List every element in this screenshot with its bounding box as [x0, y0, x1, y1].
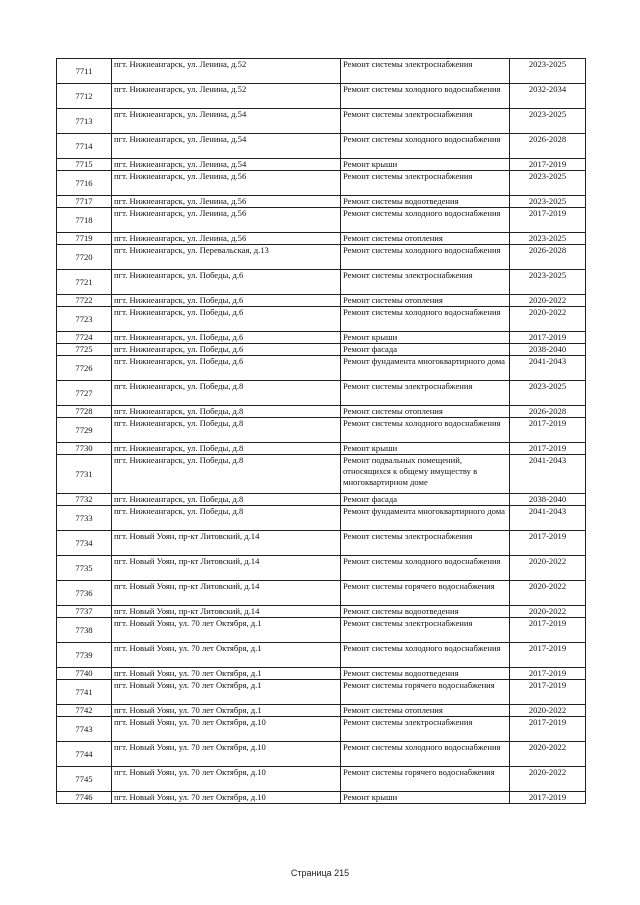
- page-number: Страница 215: [290, 868, 350, 878]
- row-period: 2041-2043: [510, 356, 586, 381]
- row-number: 7712: [57, 84, 112, 109]
- row-address: пгт. Новый Уоян, пр-кт Литовский, д.14: [112, 531, 341, 556]
- row-work: Ремонт фасада: [341, 344, 510, 356]
- row-number: 7724: [57, 332, 112, 344]
- row-address: пгт. Нижнеангарск, ул. Победы, д.8: [112, 418, 341, 443]
- row-period: 2023-2025: [510, 109, 586, 134]
- table-row: [57, 643, 586, 668]
- row-address: пгт. Нижнеангарск, ул. Победы, д.6: [112, 356, 341, 381]
- row-period: 2023-2025: [510, 59, 586, 84]
- row-work: Ремонт крыши: [341, 443, 510, 455]
- row-number: 7736: [57, 581, 112, 606]
- row-work: Ремонт системы холодного водоснабжения: [341, 134, 510, 159]
- row-period: 2023-2025: [510, 270, 586, 295]
- row-number: 7714: [57, 134, 112, 159]
- row-period: 2038-2040: [510, 494, 586, 506]
- row-address: пгт. Нижнеангарск, ул. Ленина, д.56: [112, 171, 341, 196]
- table-row: [57, 59, 586, 84]
- row-number: 7722: [57, 295, 112, 307]
- row-work: Ремонт системы электроснабжения: [341, 531, 510, 556]
- row-work: Ремонт фундамента многоквартирного дома: [341, 506, 510, 531]
- table-row: [57, 233, 586, 245]
- row-address: пгт. Нижнеангарск, ул. Победы, д.8: [112, 443, 341, 455]
- row-work: Ремонт системы холодного водоснабжения: [341, 742, 510, 767]
- table-row: [57, 443, 586, 455]
- row-number: 7741: [57, 680, 112, 705]
- row-period: 2017-2019: [510, 668, 586, 680]
- row-period: 2017-2019: [510, 332, 586, 344]
- row-period: 2017-2019: [510, 643, 586, 668]
- row-period: 2020-2022: [510, 705, 586, 717]
- row-number: 7717: [57, 196, 112, 208]
- row-period: 2017-2019: [510, 208, 586, 233]
- row-work: Ремонт системы горячего водоснабжения: [341, 581, 510, 606]
- table-row: [57, 494, 586, 506]
- row-number: 7727: [57, 381, 112, 406]
- table-row: [57, 344, 586, 356]
- row-work: Ремонт системы холодного водоснабжения: [341, 208, 510, 233]
- row-number: 7745: [57, 767, 112, 792]
- row-address: пгт. Нижнеангарск, ул. Ленина, д.52: [112, 59, 341, 84]
- row-number: 7726: [57, 356, 112, 381]
- row-number: 7730: [57, 443, 112, 455]
- table-row: [57, 245, 586, 270]
- table-row: [57, 270, 586, 295]
- row-number: 7716: [57, 171, 112, 196]
- row-work: Ремонт системы отопления: [341, 705, 510, 717]
- row-period: 2017-2019: [510, 717, 586, 742]
- row-address: пгт. Новый Уоян, ул. 70 лет Октября, д.1: [112, 668, 341, 680]
- row-address: пгт. Новый Уоян, ул. 70 лет Октября, д.10: [112, 717, 341, 742]
- row-address: пгт. Нижнеангарск, ул. Победы, д.8: [112, 381, 341, 406]
- row-address: пгт. Новый Уоян, ул. 70 лет Октября, д.1: [112, 618, 341, 643]
- row-work: Ремонт системы водоотведения: [341, 606, 510, 618]
- row-period: 2026-2028: [510, 245, 586, 270]
- row-period: 2020-2022: [510, 742, 586, 767]
- row-work: Ремонт системы холодного водоснабжения: [341, 418, 510, 443]
- row-period: 2017-2019: [510, 792, 586, 804]
- row-number: 7718: [57, 208, 112, 233]
- row-address: пгт. Нижнеангарск, ул. Победы, д.6: [112, 332, 341, 344]
- row-period: 2017-2019: [510, 531, 586, 556]
- table-row: [57, 668, 586, 680]
- row-number: 7713: [57, 109, 112, 134]
- row-number: 7739: [57, 643, 112, 668]
- row-number: 7721: [57, 270, 112, 295]
- row-work: Ремонт системы горячего водоснабжения: [341, 767, 510, 792]
- row-number: 7729: [57, 418, 112, 443]
- row-number: 7732: [57, 494, 112, 506]
- table-row: [57, 381, 586, 406]
- row-address: пгт. Новый Уоян, ул. 70 лет Октября, д.10: [112, 792, 341, 804]
- row-address: пгт. Новый Уоян, ул. 70 лет Октября, д.1: [112, 680, 341, 705]
- table-row: [57, 307, 586, 332]
- row-period: 2017-2019: [510, 418, 586, 443]
- works-table: [56, 58, 586, 804]
- table-row: [57, 208, 586, 233]
- row-number: 7740: [57, 668, 112, 680]
- row-address: пгт. Новый Уоян, пр-кт Литовский, д.14: [112, 606, 341, 618]
- row-period: 2038-2040: [510, 344, 586, 356]
- row-work: Ремонт системы электроснабжения: [341, 270, 510, 295]
- row-address: пгт. Нижнеангарск, ул. Победы, д.6: [112, 344, 341, 356]
- row-work: Ремонт фундамента многоквартирного дома: [341, 356, 510, 381]
- table-row: [57, 767, 586, 792]
- row-address: пгт. Нижнеангарск, ул. Победы, д.8: [112, 494, 341, 506]
- row-work: Ремонт крыши: [341, 332, 510, 344]
- table-row: [57, 618, 586, 643]
- row-period: 2023-2025: [510, 381, 586, 406]
- row-period: 2020-2022: [510, 295, 586, 307]
- row-work: Ремонт крыши: [341, 159, 510, 171]
- row-address: пгт. Нижнеангарск, ул. Ленина, д.54: [112, 159, 341, 171]
- row-period: 2020-2022: [510, 307, 586, 332]
- table-row: [57, 581, 586, 606]
- row-address: пгт. Нижнеангарск, ул. Ленина, д.54: [112, 134, 341, 159]
- row-address: пгт. Нижнеангарск, ул. Ленина, д.56: [112, 208, 341, 233]
- row-work: Ремонт системы отопления: [341, 233, 510, 245]
- row-work: Ремонт системы электроснабжения: [341, 618, 510, 643]
- table-row: [57, 84, 586, 109]
- row-work: Ремонт системы отопления: [341, 406, 510, 418]
- row-period: 2041-2043: [510, 506, 586, 531]
- row-work: Ремонт системы холодного водоснабжения: [341, 643, 510, 668]
- row-address: пгт. Нижнеангарск, ул. Победы, д.6: [112, 295, 341, 307]
- row-address: пгт. Новый Уоян, ул. 70 лет Октября, д.10: [112, 767, 341, 792]
- row-period: 2017-2019: [510, 680, 586, 705]
- table-row: [57, 171, 586, 196]
- table-row: [57, 606, 586, 618]
- row-address: пгт. Нижнеангарск, ул. Победы, д.6: [112, 307, 341, 332]
- row-address: пгт. Новый Уоян, пр-кт Литовский, д.14: [112, 556, 341, 581]
- row-number: 7715: [57, 159, 112, 171]
- row-period: 2023-2025: [510, 196, 586, 208]
- row-address: пгт. Новый Уоян, ул. 70 лет Октября, д.1: [112, 643, 341, 668]
- row-address: пгт. Нижнеангарск, ул. Ленина, д.56: [112, 233, 341, 245]
- table-row: [57, 792, 586, 804]
- row-address: пгт. Нижнеангарск, ул. Перевальская, д.13: [112, 245, 341, 270]
- row-period: 2020-2022: [510, 556, 586, 581]
- row-number: 7731: [57, 455, 112, 494]
- row-number: 7743: [57, 717, 112, 742]
- row-work: Ремонт подвальных помещений, относящихся к общему имуществу в многоквартирном доме: [341, 455, 510, 494]
- row-number: 7711: [57, 59, 112, 84]
- row-work: Ремонт системы холодного водоснабжения: [341, 307, 510, 332]
- table-row: [57, 680, 586, 705]
- row-period: 2032-2034: [510, 84, 586, 109]
- table-row: [57, 742, 586, 767]
- row-work: Ремонт системы отопления: [341, 295, 510, 307]
- table-row: [57, 418, 586, 443]
- row-period: 2020-2022: [510, 581, 586, 606]
- table-row: [57, 506, 586, 531]
- row-work: Ремонт системы электроснабжения: [341, 717, 510, 742]
- row-number: 7728: [57, 406, 112, 418]
- table-row: [57, 705, 586, 717]
- table-row: [57, 556, 586, 581]
- table-row: [57, 159, 586, 171]
- row-work: Ремонт системы электроснабжения: [341, 171, 510, 196]
- row-address: пгт. Нижнеангарск, ул. Ленина, д.54: [112, 109, 341, 134]
- row-number: 7734: [57, 531, 112, 556]
- row-period: 2026-2028: [510, 406, 586, 418]
- table-row: [57, 356, 586, 381]
- row-work: Ремонт системы горячего водоснабжения: [341, 680, 510, 705]
- table-row: [57, 295, 586, 307]
- row-period: 2023-2025: [510, 233, 586, 245]
- table-row: [57, 406, 586, 418]
- row-work: Ремонт системы водоотведения: [341, 196, 510, 208]
- table-row: [57, 134, 586, 159]
- row-number: 7733: [57, 506, 112, 531]
- row-address: пгт. Новый Уоян, ул. 70 лет Октября, д.10: [112, 742, 341, 767]
- row-number: 7742: [57, 705, 112, 717]
- row-period: 2023-2025: [510, 171, 586, 196]
- row-period: 2017-2019: [510, 443, 586, 455]
- table-row: [57, 455, 586, 494]
- row-period: 2026-2028: [510, 134, 586, 159]
- table-row: [57, 531, 586, 556]
- row-address: пгт. Нижнеангарск, ул. Победы, д.8: [112, 406, 341, 418]
- row-period: 2041-2043: [510, 455, 586, 494]
- row-period: 2020-2022: [510, 606, 586, 618]
- row-work: Ремонт системы холодного водоснабжения: [341, 84, 510, 109]
- row-work: Ремонт системы электроснабжения: [341, 381, 510, 406]
- row-address: пгт. Нижнеангарск, ул. Победы, д.8: [112, 506, 341, 531]
- row-work: Ремонт системы электроснабжения: [341, 59, 510, 84]
- row-number: 7737: [57, 606, 112, 618]
- row-period: 2017-2019: [510, 618, 586, 643]
- row-number: 7746: [57, 792, 112, 804]
- row-address: пгт. Нижнеангарск, ул. Победы, д.8: [112, 455, 341, 494]
- works-table-body: [57, 59, 586, 804]
- row-work: Ремонт системы водоотведения: [341, 668, 510, 680]
- row-address: пгт. Новый Уоян, пр-кт Литовский, д.14: [112, 581, 341, 606]
- row-period: 2017-2019: [510, 159, 586, 171]
- row-work: Ремонт системы холодного водоснабжения: [341, 556, 510, 581]
- table-row: [57, 196, 586, 208]
- row-work: Ремонт системы холодного водоснабжения: [341, 245, 510, 270]
- row-work: Ремонт крыши: [341, 792, 510, 804]
- row-number: 7723: [57, 307, 112, 332]
- row-work: Ремонт системы электроснабжения: [341, 109, 510, 134]
- row-address: пгт. Нижнеангарск, ул. Ленина, д.56: [112, 196, 341, 208]
- row-number: 7725: [57, 344, 112, 356]
- row-number: 7720: [57, 245, 112, 270]
- row-address: пгт. Нижнеангарск, ул. Ленина, д.52: [112, 84, 341, 109]
- row-address: пгт. Новый Уоян, ул. 70 лет Октября, д.1: [112, 705, 341, 717]
- row-number: 7738: [57, 618, 112, 643]
- row-period: 2020-2022: [510, 767, 586, 792]
- table-row: [57, 332, 586, 344]
- row-number: 7719: [57, 233, 112, 245]
- table-row: [57, 109, 586, 134]
- row-number: 7735: [57, 556, 112, 581]
- row-number: 7744: [57, 742, 112, 767]
- table-row: [57, 717, 586, 742]
- row-address: пгт. Нижнеангарск, ул. Победы, д.6: [112, 270, 341, 295]
- row-work: Ремонт фасада: [341, 494, 510, 506]
